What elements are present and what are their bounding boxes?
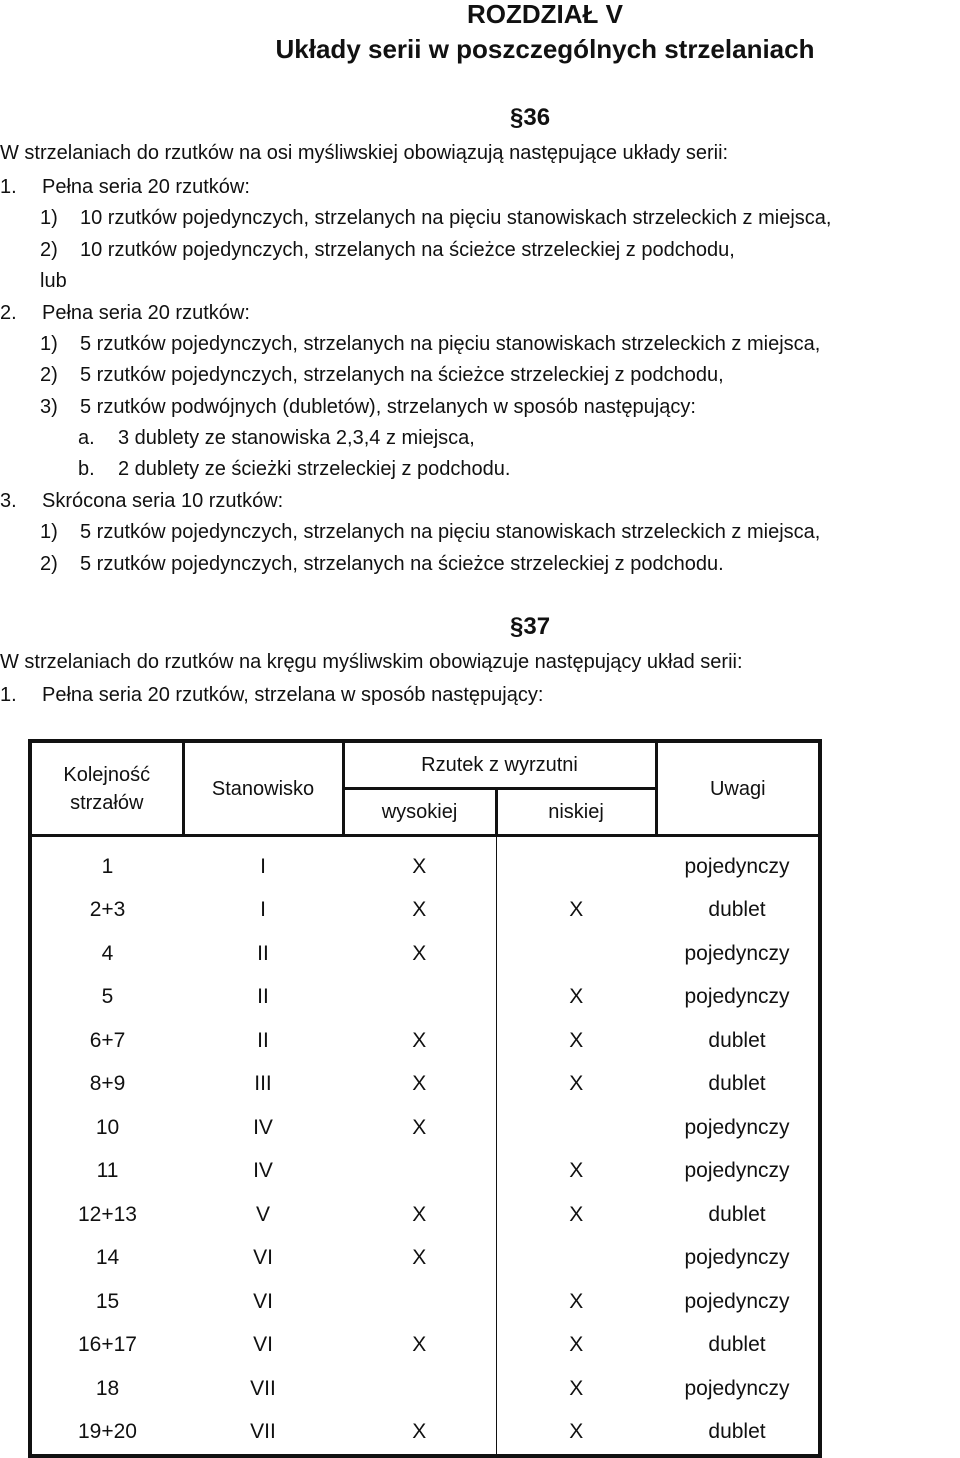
high-cell: X [412, 1115, 427, 1139]
station-cell: II [257, 985, 269, 1009]
low-cell: X [496, 1193, 656, 1237]
order-cell: 12+13 [78, 1202, 137, 1226]
notes-cell: pojedynczy [684, 941, 790, 965]
list-item: 1. Pełna seria 20 rzutków, strzelana w sposób następujący: [0, 684, 544, 706]
order-cell: 16+17 [78, 1333, 137, 1357]
list-item: 2) 5 rzutków pojedynczych, strzelanych na ścieżce strzeleckiej z podchodu, [40, 364, 724, 386]
section-36-intro: W strzelaniach do rzutków na osi myśliwskiej obowiązują następujące układy serii: [0, 142, 729, 164]
high-cell [343, 1280, 496, 1324]
notes-cell: pojedynczy [684, 985, 790, 1009]
low-cell: X [496, 1150, 656, 1194]
table-row [30, 932, 820, 976]
high-cell: X [412, 1420, 427, 1444]
list-item: b. 2 dublety ze ścieżki strzeleckiej z podchodu. [78, 458, 511, 480]
low-cell: X [496, 1367, 656, 1411]
order-cell: 6+7 [89, 1028, 126, 1052]
low-cell: X [496, 1411, 656, 1457]
table-row [30, 1019, 820, 1063]
chapter-title: ROZDZIAŁ V [467, 0, 623, 29]
chapter-subtitle: Układy serii w poszczególnych strzelaniach [275, 34, 815, 64]
order-cell: 11 [96, 1159, 119, 1183]
order-cell: 5 [101, 985, 114, 1009]
table-row [30, 1150, 820, 1194]
notes-cell: dublet [708, 1072, 766, 1096]
notes-cell: dublet [708, 1333, 766, 1357]
header-station: Stanowisko [183, 741, 343, 836]
section-36-number: 36 [523, 104, 551, 131]
order-cell: 19+20 [78, 1420, 137, 1444]
table-row [30, 1280, 820, 1324]
station-cell: VI [253, 1246, 273, 1270]
notes-cell: dublet [708, 1028, 766, 1052]
order-cell: 4 [101, 941, 114, 965]
table-row [30, 1063, 820, 1107]
notes-cell: pojedynczy [684, 1159, 790, 1183]
notes-cell: pojedynczy [684, 1115, 790, 1139]
low-cell: X [496, 1063, 656, 1107]
high-cell: X [412, 1246, 427, 1270]
station-cell: IV [253, 1115, 273, 1139]
list-item: 2) 10 rzutków pojedynczych, strzelanych na ścieżce strzeleckiej z podchodu, [40, 239, 735, 261]
station-cell: I [260, 854, 266, 878]
station-cell: III [254, 1072, 272, 1096]
order-cell: 15 [95, 1289, 120, 1313]
list-item: lub [40, 270, 67, 292]
station-cell: VII [250, 1376, 276, 1400]
low-cell [496, 836, 656, 889]
high-cell: X [412, 1333, 427, 1357]
list-item: 3. Skrócona seria 10 rzutków: [0, 490, 284, 512]
high-cell: X [412, 1202, 427, 1226]
notes-cell: dublet [708, 1202, 766, 1226]
low-cell: X [496, 976, 656, 1020]
low-cell [496, 1237, 656, 1281]
list-item: a. 3 dublety ze stanowiska 2,3,4 z miejsca, [78, 427, 475, 449]
station-cell: VI [253, 1289, 273, 1313]
table-row [30, 1106, 820, 1150]
high-cell [343, 1150, 496, 1194]
series-table [28, 739, 822, 1458]
notes-cell: pojedynczy [684, 1246, 790, 1270]
section-36-heading: §36 [510, 104, 551, 131]
table-row [30, 1193, 820, 1237]
list-item: 2) 5 rzutków pojedynczych, strzelanych na ścieżce strzeleckiej z podchodu. [40, 553, 724, 575]
table-row [30, 1367, 820, 1411]
list-item: 1) 5 rzutków pojedynczych, strzelanych na pięciu stanowiskach strzeleckich z miejsca, [40, 521, 821, 543]
section-37-intro: W strzelaniach do rzutków na kręgu myśliwskim obowiązuje następujący układ serii: [0, 651, 743, 673]
station-cell: II [257, 1028, 269, 1052]
notes-cell: pojedynczy [684, 854, 790, 878]
header-order: Kolejność strzałów [30, 741, 183, 836]
notes-cell: dublet [708, 898, 766, 922]
header-notes: Uwagi [656, 741, 820, 836]
station-cell: V [255, 1202, 270, 1226]
station-cell: VII [250, 1420, 276, 1444]
notes-cell: pojedynczy [684, 1289, 790, 1313]
table-row [30, 889, 820, 933]
high-cell [343, 976, 496, 1020]
table-row [30, 976, 820, 1020]
table-row [30, 1324, 820, 1368]
list-item: 3) 5 rzutków podwójnych (dubletów), strzelanych w sposób następujący: [40, 396, 696, 418]
station-cell: II [257, 941, 269, 965]
list-item: 1) 5 rzutków pojedynczych, strzelanych na pięciu stanowiskach strzeleckich z miejsca, [40, 333, 821, 355]
low-cell: X [496, 1019, 656, 1063]
table-row [30, 1237, 820, 1281]
header-throw: Rzutek z wyrzutni [343, 741, 656, 789]
order-cell: 8+9 [89, 1072, 126, 1096]
order-cell: 2+3 [89, 898, 126, 922]
low-cell: X [496, 1280, 656, 1324]
order-cell: 14 [95, 1246, 120, 1270]
section-37-number: 37 [523, 613, 551, 640]
header-low: niskiej [496, 789, 656, 836]
high-cell: X [412, 1072, 427, 1096]
high-cell: X [412, 1028, 427, 1052]
high-cell [343, 1367, 496, 1411]
table-body [30, 836, 820, 1457]
low-cell [496, 1106, 656, 1150]
order-cell: 18 [95, 1376, 120, 1400]
order-cell: 10 [95, 1115, 120, 1139]
high-cell: X [412, 941, 427, 965]
list-item: 1) 10 rzutków pojedynczych, strzelanych na pięciu stanowiskach strzeleckich z miejsca, [40, 207, 832, 229]
high-cell: X [412, 854, 427, 878]
header-high: wysokiej [343, 789, 496, 836]
low-cell: X [496, 889, 656, 933]
table-row [30, 1411, 820, 1457]
table-row [30, 836, 820, 889]
section-37-heading: §37 [510, 613, 551, 640]
notes-cell: pojedynczy [684, 1376, 790, 1400]
station-cell: IV [253, 1159, 273, 1183]
low-cell [496, 932, 656, 976]
notes-cell: dublet [708, 1420, 766, 1444]
low-cell: X [496, 1324, 656, 1368]
station-cell: VI [253, 1333, 273, 1357]
list-item: 1. Pełna seria 20 rzutków: [0, 176, 250, 198]
station-cell: I [260, 898, 266, 922]
order-cell: 1 [101, 854, 114, 878]
list-item: 2. Pełna seria 20 rzutków: [0, 302, 250, 324]
high-cell: X [412, 898, 427, 922]
